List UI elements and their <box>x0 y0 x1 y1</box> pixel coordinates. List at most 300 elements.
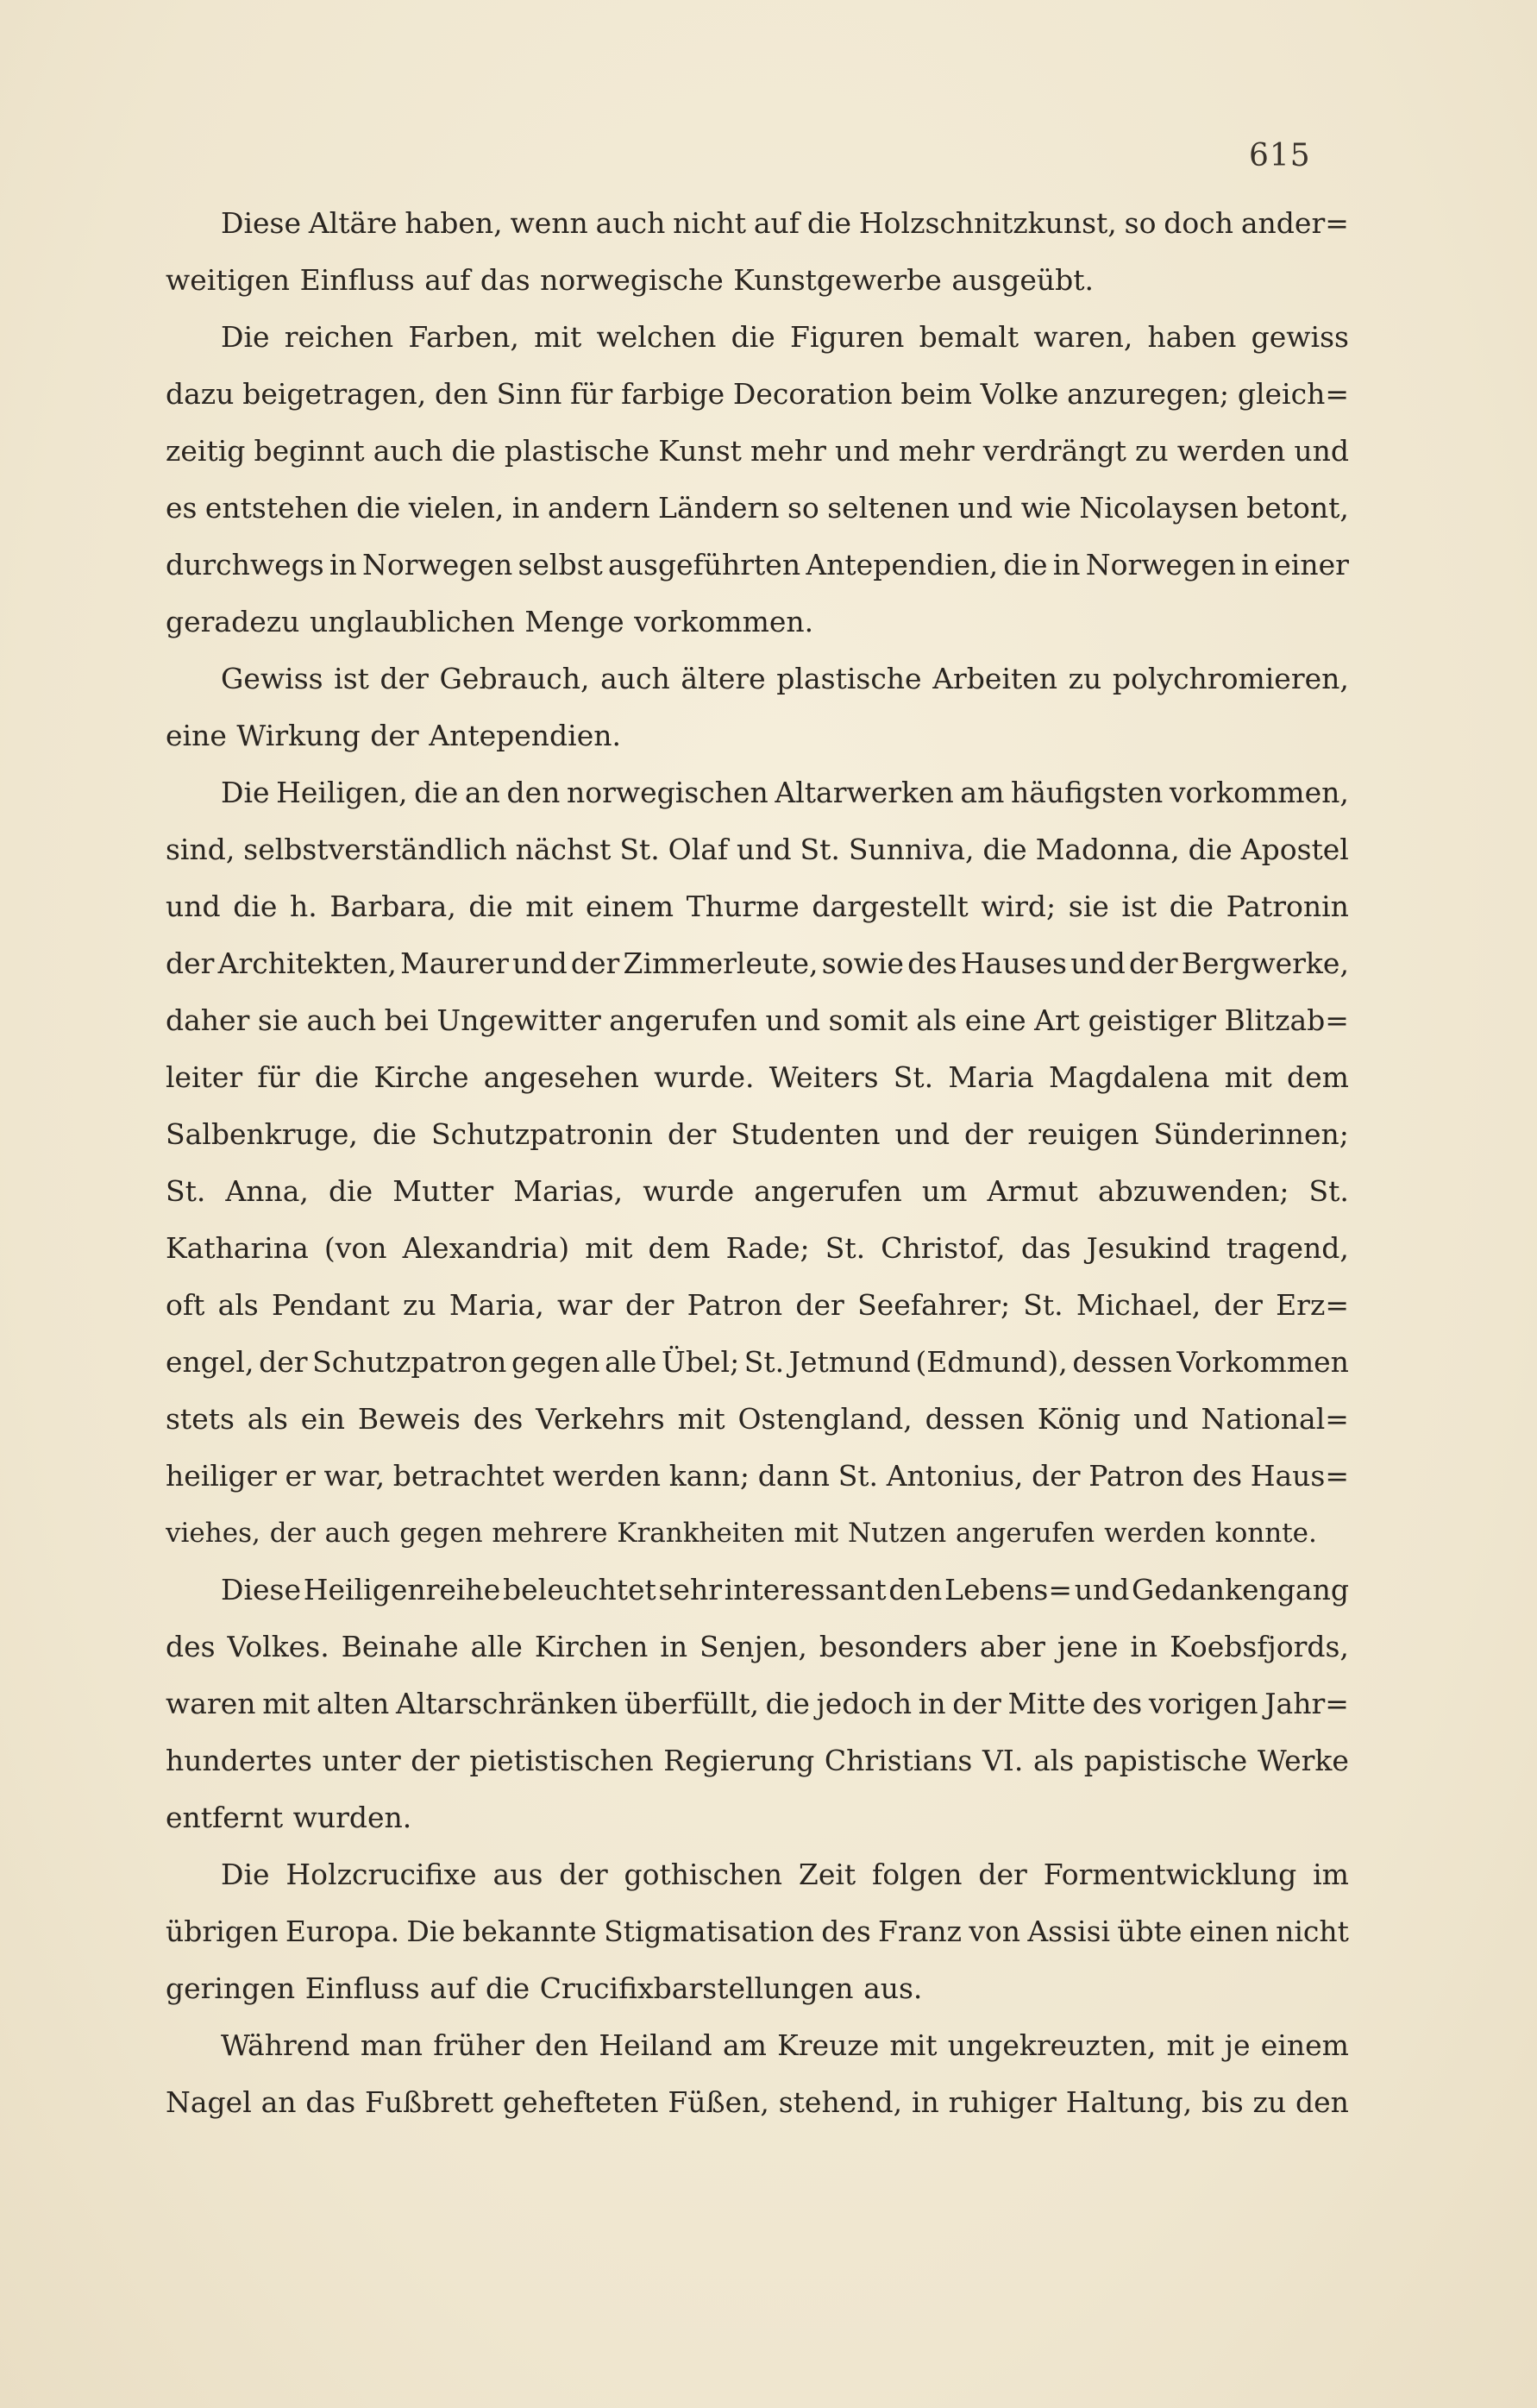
word: Seefahrer; <box>857 1288 1011 1322</box>
word: nächst <box>515 833 612 866</box>
word: angerufen <box>956 1518 1095 1549</box>
text-line <box>166 1049 1349 1106</box>
word: zu <box>1252 2085 1287 2119</box>
word: der <box>1214 1288 1263 1322</box>
word: haben <box>1147 320 1237 354</box>
word: den <box>434 377 488 411</box>
text-line <box>166 423 1349 480</box>
word: jene <box>1057 1630 1119 1663</box>
text-line <box>166 366 1349 423</box>
word: Nagel <box>166 2085 252 2119</box>
word: besonders <box>819 1630 968 1663</box>
word: Ungewitter <box>436 1003 601 1037</box>
word: zu <box>403 1288 436 1322</box>
word: Jetmund <box>788 1345 911 1379</box>
text-line <box>166 252 1349 309</box>
word: Erz= <box>1276 1288 1349 1322</box>
word: an <box>260 2085 297 2119</box>
word: geringen <box>166 1971 296 2005</box>
word: norwegische <box>540 263 724 297</box>
word: Magdalena <box>1049 1060 1210 1094</box>
word: oft <box>166 1288 205 1322</box>
word: Antependien. <box>429 719 621 752</box>
word: den <box>506 776 561 809</box>
word: die <box>233 890 278 923</box>
word: Sunniva, <box>848 833 975 866</box>
word: vielen, <box>408 491 505 525</box>
word: auch <box>373 434 443 468</box>
word: in <box>1241 548 1270 582</box>
word: selbst <box>518 548 603 582</box>
word: mehr <box>750 434 826 468</box>
word: Christof, <box>881 1231 1006 1265</box>
word: St. <box>1308 1174 1349 1208</box>
word: den <box>1295 2085 1349 2119</box>
word: Armut <box>987 1174 1078 1208</box>
word: aus. <box>863 1971 923 2005</box>
word: plastische <box>504 434 650 468</box>
word: und <box>166 890 221 923</box>
word: zeitig <box>166 434 246 468</box>
word: und <box>1074 1573 1130 1606</box>
word: Die <box>221 1858 270 1891</box>
word: Heiland <box>599 2028 712 2062</box>
word: beigetragen, <box>242 377 427 411</box>
word: Maria, <box>449 1288 544 1322</box>
word: einen <box>1189 1914 1269 1948</box>
text-line <box>166 537 1349 594</box>
text-line <box>166 707 1349 764</box>
word: der <box>269 1518 316 1549</box>
word: Architekten, <box>217 946 397 980</box>
word: auch <box>595 206 666 240</box>
word: wie <box>1020 491 1071 525</box>
word: Haus= <box>1250 1459 1349 1493</box>
word: um <box>921 1174 968 1208</box>
word: das <box>1020 1231 1071 1265</box>
word: folgen <box>872 1858 963 1891</box>
word: heiliger <box>166 1459 277 1493</box>
word: des <box>907 946 957 980</box>
word: häufigsten <box>1010 776 1164 809</box>
word: VI. <box>982 1744 1024 1777</box>
word: Wirkung <box>236 719 361 752</box>
word: doch <box>1164 206 1234 240</box>
word: Regierung <box>663 1744 815 1777</box>
word: St. <box>838 1459 879 1493</box>
word: Vorkommen <box>1176 1345 1349 1379</box>
word: Schutzpatron <box>312 1345 507 1379</box>
word: die <box>468 890 513 923</box>
word: ein <box>300 1402 346 1436</box>
word: Maria <box>948 1060 1034 1094</box>
word: Barbara, <box>329 890 456 923</box>
word: als <box>1032 1744 1075 1777</box>
word: selbstverständlich <box>243 833 507 866</box>
word: als <box>916 1003 957 1037</box>
word: dann <box>757 1459 831 1493</box>
word: einem <box>1260 2028 1349 2062</box>
word: Decoration <box>732 377 893 411</box>
word: im <box>1313 1858 1349 1891</box>
word: an <box>464 776 500 809</box>
word: der <box>1032 1459 1081 1493</box>
word: je <box>1224 2028 1251 2062</box>
word: übte <box>1117 1914 1183 1948</box>
word: der <box>370 719 419 752</box>
page-number: 615 <box>1249 138 1311 173</box>
word: haben, <box>405 206 503 240</box>
word: Arbeiten <box>932 662 1058 695</box>
text-line <box>166 878 1349 935</box>
word: ausgeübt. <box>951 263 1094 297</box>
word: die <box>765 1687 810 1720</box>
word: reuigen <box>1027 1117 1139 1151</box>
word: eine <box>166 719 227 752</box>
word: vorkommen, <box>1169 776 1349 809</box>
text-line <box>166 1562 1349 1619</box>
body-text <box>166 195 1349 2131</box>
word: gegen <box>511 1345 600 1379</box>
word: des <box>821 1914 871 1948</box>
word: Pendant <box>271 1288 390 1322</box>
word: Antependien, <box>806 548 999 582</box>
word: in <box>1052 548 1081 582</box>
word: den <box>535 2028 589 2062</box>
word: ältere <box>681 662 766 695</box>
word: das <box>305 2085 356 2119</box>
text-line <box>166 2074 1349 2131</box>
word: Holzschnitzkunst, <box>858 206 1117 240</box>
word: dazu <box>166 377 235 411</box>
word: Formentwicklung <box>1043 1858 1297 1891</box>
text-line <box>166 2017 1349 2074</box>
word: gleich= <box>1237 377 1349 411</box>
word: betont, <box>1246 491 1349 525</box>
word: Patron <box>687 1288 783 1322</box>
word: entfernt <box>166 1801 284 1834</box>
word: werden <box>552 1459 662 1493</box>
word: Hauses <box>960 946 1067 980</box>
word: die <box>356 491 401 525</box>
word: die <box>1003 548 1048 582</box>
word: in <box>918 1687 946 1720</box>
text-line <box>166 1163 1349 1220</box>
word: die <box>314 1060 360 1094</box>
word: mit <box>585 1231 633 1265</box>
word: sind, <box>166 833 235 866</box>
word: den <box>888 1573 943 1606</box>
word: Jahr= <box>1264 1687 1349 1720</box>
word: Kirche <box>373 1060 469 1094</box>
word: betrachtet <box>392 1459 544 1493</box>
word: alten <box>317 1687 390 1720</box>
word: alle <box>605 1345 657 1379</box>
text-line <box>166 1846 1349 1903</box>
word: wurden. <box>292 1801 412 1834</box>
word: aus <box>492 1858 543 1891</box>
word: einem <box>585 890 674 923</box>
word: dessen <box>925 1402 1025 1436</box>
word: mit <box>1224 1060 1272 1094</box>
word: Nicolaysen <box>1079 491 1239 525</box>
text-line <box>166 1619 1349 1676</box>
word: einer <box>1274 548 1349 582</box>
word: wurde. <box>654 1060 755 1094</box>
word: auch <box>306 1003 377 1037</box>
word: Volkes. <box>227 1630 329 1663</box>
word: der <box>978 1858 1027 1891</box>
text-line <box>166 309 1349 366</box>
word: Katharina <box>166 1231 309 1265</box>
word: beim <box>900 377 972 411</box>
word: in <box>511 491 540 525</box>
word: die <box>806 206 852 240</box>
word: auf <box>753 206 800 240</box>
word: Kirchen <box>534 1630 649 1663</box>
word: Einfluss <box>304 1971 420 2005</box>
text-line <box>166 1448 1349 1505</box>
word: mit <box>794 1518 839 1549</box>
word: für <box>257 1060 300 1094</box>
word: des <box>1192 1459 1243 1493</box>
word: Maurer <box>400 946 509 980</box>
word: Beweis <box>357 1402 461 1436</box>
word: Verkehrs <box>536 1402 665 1436</box>
word: wird; <box>981 890 1057 923</box>
word: der <box>411 1744 460 1777</box>
word: alle <box>470 1630 523 1663</box>
word: andern <box>547 491 650 525</box>
word: Jesukind <box>1086 1231 1211 1265</box>
word: mit <box>262 1687 311 1720</box>
word: der <box>259 1345 308 1379</box>
word: Michael, <box>1076 1288 1201 1322</box>
word: Altäre <box>308 206 398 240</box>
word: und <box>1133 1402 1189 1436</box>
word: Norwegen <box>362 548 513 582</box>
word: seltenen <box>827 491 950 525</box>
word: abzuwenden; <box>1097 1174 1289 1208</box>
word: die <box>731 320 775 354</box>
word: sie <box>257 1003 298 1037</box>
word: National= <box>1201 1402 1349 1436</box>
text-line <box>166 195 1349 252</box>
word: von <box>969 1914 1021 1948</box>
word: Während <box>221 2028 350 2062</box>
word: ist <box>1121 890 1157 923</box>
word: Marias, <box>513 1174 624 1208</box>
word: in <box>660 1630 688 1663</box>
word: ander= <box>1240 206 1349 240</box>
word: mehr <box>898 434 975 468</box>
word: unglaublichen <box>309 605 515 638</box>
word: St. <box>619 833 660 866</box>
word: daher <box>166 1003 250 1037</box>
word: gewiss <box>1251 320 1349 354</box>
word: als <box>247 1402 288 1436</box>
word: dessen <box>1072 1345 1172 1379</box>
word: vorigen <box>1148 1687 1258 1720</box>
word: jedoch <box>816 1687 913 1720</box>
word: werden <box>1104 1518 1206 1549</box>
word: zu <box>1068 662 1102 695</box>
word: Mitte <box>1007 1687 1086 1720</box>
word: wenn <box>510 206 588 240</box>
word: dem <box>648 1231 711 1265</box>
word: welchen <box>596 320 717 354</box>
word: in <box>329 548 357 582</box>
word: gothischen <box>624 1858 783 1891</box>
text-line <box>166 1277 1349 1334</box>
word: Die <box>221 776 270 809</box>
word: kann; <box>668 1459 750 1493</box>
word: Patronin <box>1226 890 1349 923</box>
word: so <box>1124 206 1157 240</box>
word: am <box>722 2028 767 2062</box>
word: der <box>166 946 215 980</box>
word: war <box>557 1288 612 1322</box>
word: dargestellt <box>812 890 969 923</box>
word: Farben, <box>408 320 519 354</box>
word: Diese <box>221 206 302 240</box>
word: Apostel <box>1240 833 1349 866</box>
word: früher <box>433 2028 525 2062</box>
word: reichen <box>284 320 394 354</box>
word: interessant <box>724 1573 887 1606</box>
word: Krankheiten <box>617 1518 785 1549</box>
word: Beinahe <box>341 1630 459 1663</box>
word: in <box>1130 1630 1158 1663</box>
word: verdrängt <box>982 434 1126 468</box>
word: Assisi <box>1027 1914 1111 1948</box>
text-line <box>166 480 1349 537</box>
word: die <box>1169 890 1214 923</box>
word: Bergwerke, <box>1181 946 1349 980</box>
word: mit <box>1166 2028 1214 2062</box>
word: Antonius, <box>886 1459 1024 1493</box>
word: norwegischen <box>566 776 768 809</box>
word: Volke <box>980 377 1059 411</box>
word: Holzcrucifixe <box>285 1858 477 1891</box>
word: Studenten <box>731 1117 881 1151</box>
word: der <box>1129 946 1178 980</box>
word: leiter <box>166 1060 243 1094</box>
word: der <box>624 1288 674 1322</box>
text-line <box>166 1789 1349 1846</box>
word: St. <box>743 1345 785 1379</box>
word: er <box>285 1459 316 1493</box>
text-line <box>166 1505 1349 1562</box>
word: papistische <box>1083 1744 1248 1777</box>
text-line <box>166 1676 1349 1732</box>
word: Norwegen <box>1085 548 1236 582</box>
word: es <box>166 491 198 525</box>
word: durchwegs <box>166 548 324 582</box>
word: und <box>737 833 792 866</box>
word: Heiligenreihe <box>303 1573 501 1606</box>
word: Altarwerken <box>775 776 954 809</box>
word: nicht <box>673 206 746 240</box>
word: die <box>372 1117 417 1151</box>
word: h. <box>290 890 317 923</box>
word: Nutzen <box>847 1518 947 1549</box>
text-line <box>166 1903 1349 1960</box>
text-line <box>166 1391 1349 1448</box>
word: Altarschränken <box>395 1687 618 1720</box>
word: Blitzab= <box>1224 1003 1349 1037</box>
word: nicht <box>1276 1914 1349 1948</box>
word: Gewiss <box>221 662 323 695</box>
word: (Edmund), <box>915 1345 1068 1379</box>
word: der <box>964 1117 1013 1151</box>
word: entstehen <box>204 491 348 525</box>
word: des <box>166 1630 216 1663</box>
word: mit <box>534 320 582 354</box>
word: auch <box>324 1518 391 1549</box>
word: Diese <box>221 1573 302 1606</box>
word: bis <box>1201 2085 1244 2119</box>
text-line <box>166 1334 1349 1391</box>
word: für <box>570 377 613 411</box>
word: St. <box>825 1231 866 1265</box>
word: ruhiger <box>948 2085 1057 2119</box>
word: Kreuze <box>777 2028 880 2062</box>
word: Füßen, <box>668 2085 769 2119</box>
word: gegen <box>399 1518 483 1549</box>
word: Kunstgewerbe <box>733 263 942 297</box>
word: eine <box>964 1003 1026 1037</box>
word: stehend, <box>778 2085 903 2119</box>
word: hundertes <box>166 1744 312 1777</box>
word: Crucifixbarstellungen <box>539 1971 854 2005</box>
word: Stigmatisation <box>604 1914 814 1948</box>
word: Werke <box>1257 1744 1349 1777</box>
word: so <box>787 491 819 525</box>
word: und <box>1070 946 1126 980</box>
word: Europa. <box>285 1914 400 1948</box>
word: gehefteten <box>503 2085 659 2119</box>
text-line <box>166 1106 1349 1163</box>
word: auch <box>600 662 670 695</box>
word: des <box>1092 1687 1143 1720</box>
text-line <box>166 935 1349 992</box>
word: pietistischen <box>469 1744 654 1777</box>
word: Haltung, <box>1065 2085 1193 2119</box>
word: in <box>911 2085 939 2119</box>
word: Gedankengang <box>1132 1573 1349 1606</box>
word: die <box>1188 833 1233 866</box>
word: waren, <box>1033 320 1133 354</box>
word: Figuren <box>790 320 905 354</box>
word: geradezu <box>166 605 300 638</box>
word: bemalt <box>919 320 1019 354</box>
word: Art <box>1034 1003 1081 1037</box>
word: der <box>668 1117 717 1151</box>
word: und <box>512 946 568 980</box>
word: St. <box>893 1060 934 1094</box>
word: überfüllt, <box>624 1687 759 1720</box>
word: Salbenkruge, <box>166 1117 358 1151</box>
word: Koebsfjords, <box>1170 1630 1349 1663</box>
word: Ländern <box>658 491 780 525</box>
word: polychromieren, <box>1112 662 1349 695</box>
word: die <box>982 833 1027 866</box>
word: sie <box>1068 890 1109 923</box>
word: auf <box>424 263 471 297</box>
word: Weiters <box>768 1060 879 1094</box>
word: bei <box>384 1003 429 1037</box>
